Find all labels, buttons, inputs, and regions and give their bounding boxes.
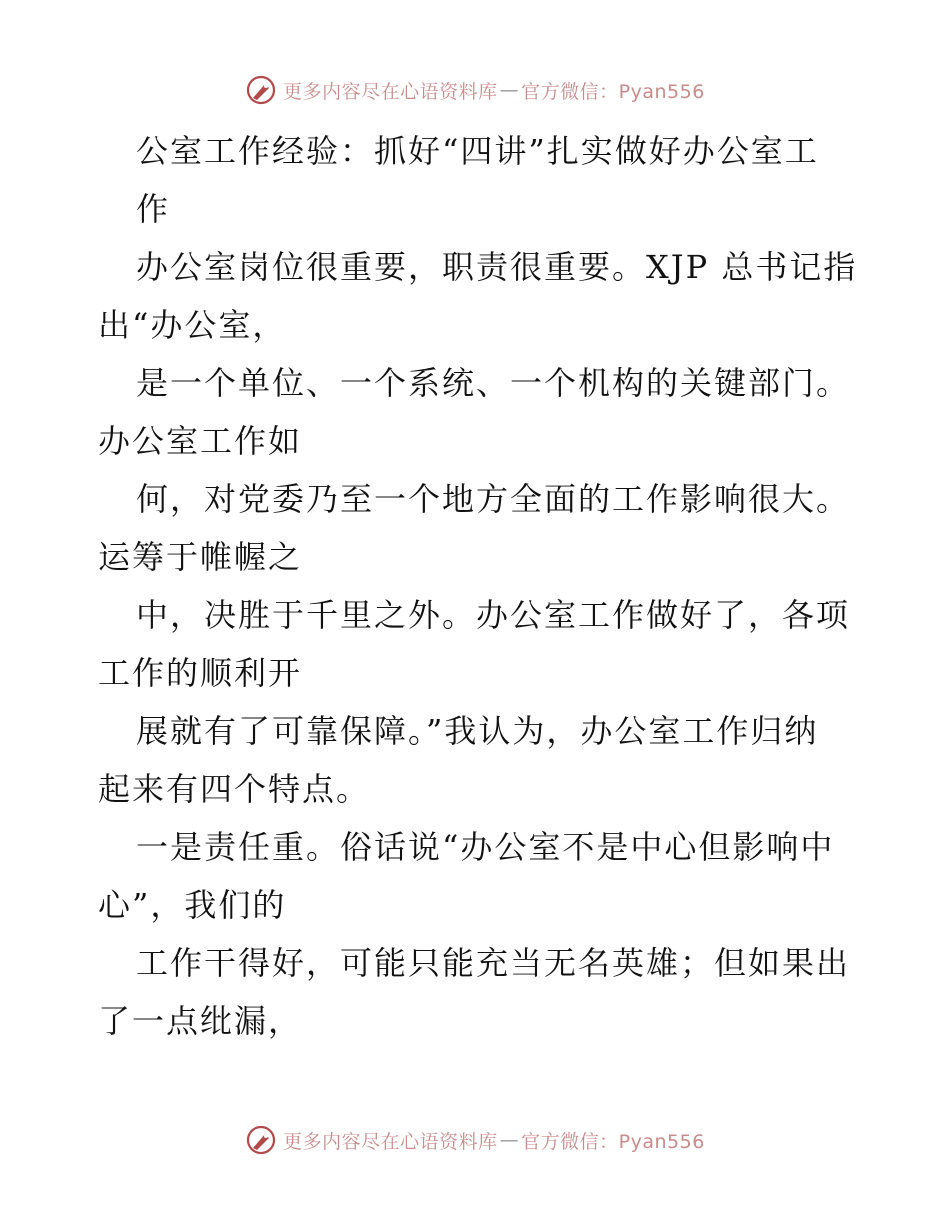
banner-text: 更多内容尽在心语资料库	[283, 80, 498, 103]
text-line: 是一个单位、一个系统、一个机构的关键部门。	[136, 364, 851, 402]
pen-nib-logo-icon	[245, 1124, 277, 1156]
text-line: 中，决胜于千里之外。办公室工作做好了，各项	[136, 596, 851, 634]
text-line: 了一点纰漏，	[98, 1002, 303, 1040]
text-line: 展就有了可靠保障。”我认为，办公室工作归纳	[136, 712, 819, 750]
text-line: 何，对党委乃至一个地方全面的工作影响很大。	[136, 480, 851, 518]
text-line: 心”，我们的	[98, 886, 287, 924]
text-line: 出“办公室，	[98, 306, 287, 344]
text-line: 起来有四个特点。	[98, 770, 371, 808]
text-line: 办公室岗位很重要，职责很重要。XJP 总书记指	[136, 248, 858, 286]
banner-wechat: 官方微信：Pyan556	[521, 1130, 705, 1153]
text-line: 办公室工作如	[98, 422, 303, 460]
text-line: 运筹于帷幄之	[98, 538, 303, 576]
text-line: 一是责任重。俗话说“办公室不是中心但影响中	[136, 828, 835, 866]
banner-separator: —	[499, 79, 520, 101]
text-line: 公室工作经验：抓好“四讲”扎实做好办公室工	[136, 132, 819, 170]
text-line: 工作干得好，可能只能充当无名英雄；但如果出	[136, 944, 851, 982]
pen-nib-logo-icon	[245, 74, 277, 106]
banner-text: 更多内容尽在心语资料库	[283, 1130, 498, 1153]
banner-wechat: 官方微信：Pyan556	[521, 80, 705, 103]
document-body	[98, 122, 858, 1050]
banner-separator: —	[499, 1129, 520, 1151]
text-line: 作	[136, 190, 171, 228]
header-banner	[0, 74, 950, 106]
text-line: 工作的顺利开	[98, 654, 303, 692]
footer-banner	[0, 1124, 950, 1156]
